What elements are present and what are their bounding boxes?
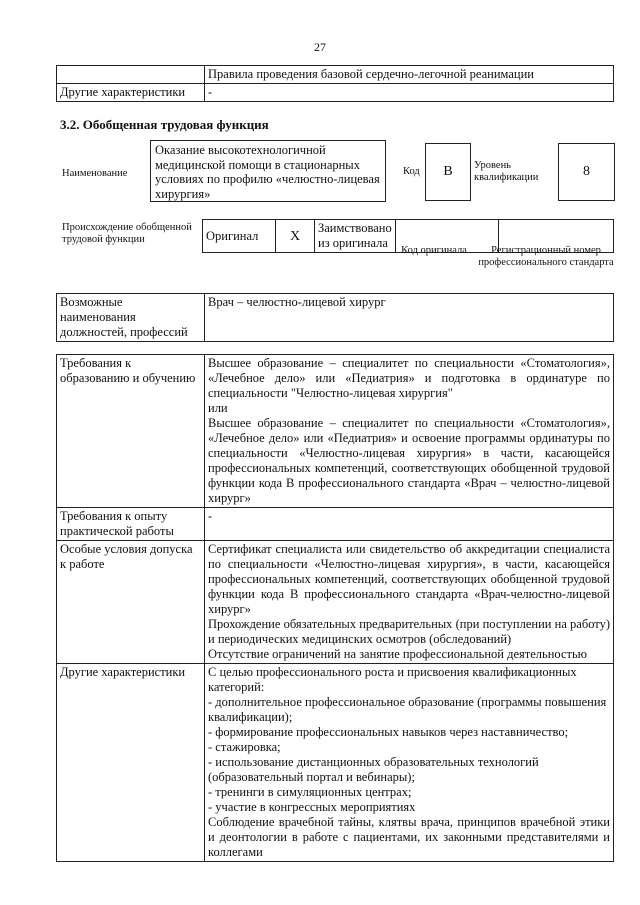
other-paragraph: - тренинги в симуляционных центрах; — [208, 785, 412, 799]
other-paragraph: С целью профессионального роста и присвоения квалификационных категорий: — [208, 665, 577, 694]
positions-table — [56, 293, 614, 342]
other-value — [205, 664, 614, 862]
positions-value: Врач – челюстно-лицевой хирург — [205, 294, 614, 342]
experience-label: Требования к опыту практической работы — [57, 508, 205, 541]
original-label: Оригинал — [203, 220, 276, 253]
education-paragraph: или — [208, 401, 228, 415]
name-value-box — [150, 140, 386, 202]
top-table-row1-value: Правила проведения базовой сердечно-легочной реанимации — [205, 66, 614, 84]
other-paragraph: - использование дистанционных образовательных технологий (образовательный портал и вебинары); — [208, 755, 539, 784]
education-paragraph: Высшее образование – специалитет по специальности «Стоматология», «Лечебное дело» или «Педиатрия» и освоение программы ординатуры по специальности «Челюстно-лицевая хирургия» в части, касающейся профессиональных компетенций, соответствующих обобщенной трудовой функции кода B профессионального стандарта «Врач – челюстно-лицевой хирург» — [208, 416, 610, 505]
education-paragraph: Высшее образование – специалитет по специальности «Стоматология», «Лечебное дело» или «Педиатрия» и подготовка в ординатуре по специальности "Челюстно-лицевая хирургия" — [208, 356, 610, 400]
other-paragraph: - дополнительное профессиональное образование (программы повышения квалификации); — [208, 695, 607, 724]
admission-label: Особые условия допуска к работе — [57, 541, 205, 664]
original-mark: X — [276, 220, 315, 253]
admission-paragraph: Прохождение обязательных предварительных (при поступлении на работу) и периодических медицинских осмотров (обследований) — [208, 617, 610, 646]
admission-paragraph: Сертификат специалиста или свидетельство об аккредитации специалиста по специальности «Челюстно-лицевая хирургия», в части, касающейся профессиональных компетенций, соответствующих обобщенной трудовой функции кода B профессионального стандарта «Врач-челюстно-лицевой хирург» — [208, 542, 610, 616]
table-row — [57, 541, 614, 664]
other-paragraph: Соблюдение врачебной тайны, клятвы врача, принципов врачебной этики и деонтологии в работе с пациентами, их законными представителями и коллегами — [208, 815, 610, 859]
section-title: 3.2. Обобщенная трудовая функция — [60, 117, 269, 132]
table-row — [57, 664, 614, 862]
table-row — [57, 355, 614, 508]
registration-caption: Регистрационный номер профессионального стандарта — [478, 245, 614, 268]
education-value — [205, 355, 614, 508]
origin-label: Происхождение обобщенной трудовой функции — [62, 222, 192, 245]
level-value-box — [558, 143, 615, 201]
positions-label: Возможные наименования должностей, профессий — [57, 294, 205, 342]
top-table-row2-label: Другие характеристики — [57, 84, 205, 102]
top-table-row2-value: - — [205, 84, 614, 102]
table-row — [57, 508, 614, 541]
borrowed-label: Заимствовано из оригинала — [315, 220, 396, 253]
admission-paragraph: Отсутствие ограничений на занятие профессиональной деятельностью — [208, 647, 587, 661]
page-number: 27 — [314, 40, 326, 54]
other-paragraph: - формирование профессиональных навыков через наставничество; — [208, 725, 569, 739]
code-original-caption: Код оригинала — [401, 245, 467, 256]
name-value: Оказание высокотехнологичной медицинской помощи в стационарных условиях по профилю «челюстно-лицевая хирургия» — [155, 143, 380, 201]
admission-value — [205, 541, 614, 664]
top-continuation-table — [56, 65, 614, 102]
name-label: Наименование — [62, 168, 128, 179]
level-value: 8 — [583, 164, 590, 179]
code-label: Код — [403, 166, 420, 177]
experience-value: - — [205, 508, 614, 541]
top-table-empty-cell — [57, 66, 205, 84]
education-label: Требования к образованию и обучению — [57, 355, 205, 508]
code-value-box — [425, 143, 471, 201]
other-paragraph: - участие в конгрессных мероприятиях — [208, 800, 416, 814]
requirements-table — [56, 354, 614, 862]
level-label: Уровень квалификации — [474, 160, 539, 183]
other-paragraph: - стажировка; — [208, 740, 281, 754]
code-value: B — [443, 164, 453, 179]
other-label: Другие характеристики — [57, 664, 205, 862]
